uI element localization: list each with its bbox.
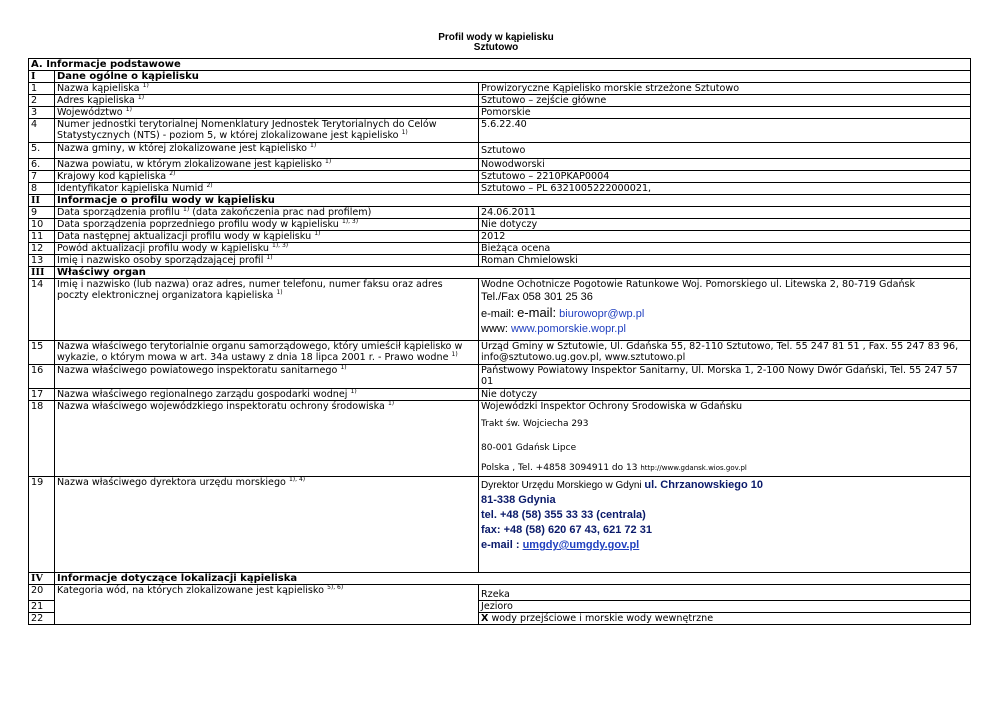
- row-value: Roman Chmielowski: [479, 255, 971, 267]
- row-label: Nazwa właściwego terytorialnie organu samorządowego, który umieścił kąpielisko w wykazie, o którym mowa w art. 34a ustawy z dnia 18 lipca 2001 r. - Prawo wodne $^{1)}$: [55, 341, 479, 365]
- row-number: 18: [29, 401, 55, 477]
- table-row: [29, 341, 971, 365]
- organizer-www: www: www.pomorskie.wopr.pl: [481, 323, 626, 335]
- um-phone: tel. +48 (58) 355 33 33 (centrala): [481, 509, 646, 521]
- row-number: 7: [29, 171, 55, 183]
- table-row: [29, 401, 971, 477]
- section-label: Właściwy organ: [55, 267, 971, 279]
- table-row: [29, 83, 971, 95]
- organizer-email: e-mail: e-mail: biurowopr@wp.pl: [481, 305, 645, 320]
- row-label: Data sporządzenia poprzedniego profilu wody w kąpielisku $^{1), 3)}$: [55, 219, 479, 231]
- um-email: e-mail : umgdy@umgdy.gov.pl: [481, 539, 640, 551]
- row-number: 17: [29, 389, 55, 401]
- row-label: Powód aktualizacji profilu wody w kąpielisku $^{1), 3)}$: [55, 243, 479, 255]
- row-number: 6.: [29, 159, 55, 171]
- row-label: Nazwa właściwego dyrektora urzędu morskiego $^{1), 4)}$: [55, 477, 479, 573]
- row-value: Sztutowo – zejście główne: [479, 95, 971, 107]
- um-name: Dyrektor Urzędu Morskiego w Gdyni ul. Chrzanowskiego 10: [481, 479, 763, 491]
- row-value: 5.6.22.40: [479, 119, 971, 143]
- row-number: 22: [29, 613, 55, 625]
- row-label: Data następnej aktualizacji profilu wody w kąpielisku $^{1)}$: [55, 231, 479, 243]
- row-label: Data sporządzenia profilu $^{1)}$ (data zakończenia prac nad profilem): [55, 207, 479, 219]
- row-value: Urząd Gminy w Sztutowie, Ul. Gdańska 55, 82-110 Sztutowo, Tel. 55 247 81 51 , Fax. 55 247 83 96, info@sztutowo.ug.gov.pl, www.sztutowo.pl: [479, 341, 971, 365]
- document-subtitle: Sztutowo: [473, 42, 519, 53]
- section-row: [29, 195, 971, 207]
- organizer-www-link[interactable]: www.pomorskie.wopr.pl: [510, 323, 626, 335]
- table-row: [29, 207, 971, 219]
- row-value: Nie dotyczy: [479, 389, 971, 401]
- row-value: Jezioro: [479, 601, 971, 613]
- row-number: 15: [29, 341, 55, 365]
- section-row: [29, 71, 971, 83]
- row-number: 8: [29, 183, 55, 195]
- um-fax: fax: +48 (58) 620 67 43, 621 72 31: [481, 524, 652, 536]
- row-value: Sztutowo – PL 6321005222000021,: [479, 183, 971, 195]
- row-number: 14: [29, 279, 55, 341]
- row-value: Sztutowo – 2210PKAP0004: [479, 171, 971, 183]
- row-value: Nowodworski: [479, 159, 971, 171]
- row-number: 13: [29, 255, 55, 267]
- row-label: Nazwa gminy, w której zlokalizowane jest kąpielisko $^{1)}$: [55, 143, 479, 159]
- row-label: Numer jednostki terytorialnej Nomenklatury Jednostek Terytorialnych do Celów Statystycznych (NTS) - poziom 5, w której zlokalizowane jest kąpielisko $^{1)}$: [55, 119, 479, 143]
- row-number: 21: [29, 601, 55, 613]
- wios-name: Wojewódzki Inspektor Ochrony Środowiska w Gdańsku: [481, 401, 743, 412]
- selected-mark: X: [481, 613, 489, 624]
- bathing-profile-table: [28, 58, 971, 625]
- row-number: 12: [29, 243, 55, 255]
- table-row: [29, 171, 971, 183]
- row-number: 11: [29, 231, 55, 243]
- table-row: [29, 243, 971, 255]
- row-label: Imię i nazwisko (lub nazwa) oraz adres, numer telefonu, numer faksu oraz adres poczty elektronicznej organizatora kąpieliska $^{1)}$: [55, 279, 479, 341]
- row-number: 9: [29, 207, 55, 219]
- row-number: 20: [29, 585, 55, 601]
- row-value: Nie dotyczy: [479, 219, 971, 231]
- row-value: [479, 477, 971, 573]
- row-label: Imię i nazwisko osoby sporządzającej profil $^{1)}$: [55, 255, 479, 267]
- wios-street: Trakt św. Wojciecha 293: [481, 419, 589, 429]
- table-row: [29, 219, 971, 231]
- section-label: Informacje dotyczące lokalizacji kąpieliska: [55, 573, 971, 585]
- section-label: Informacje o profilu wody w kąpielisku: [55, 195, 971, 207]
- section-row: [29, 573, 971, 585]
- row-value: 24.06.2011: [479, 207, 971, 219]
- table-row: [29, 159, 971, 171]
- row-number: 10: [29, 219, 55, 231]
- row-number: 3: [29, 107, 55, 119]
- table-row: [29, 279, 971, 341]
- row-value: X wody przejściowe i morskie wody wewnętrzne: [479, 613, 971, 625]
- row-value: Prowizoryczne Kąpielisko morskie strzeżone Sztutowo: [479, 83, 971, 95]
- wios-link[interactable]: http://www.gdansk.wios.gov.pl: [640, 464, 747, 472]
- table-row: [29, 95, 971, 107]
- section-number: III: [29, 267, 55, 279]
- row-value: Pomorskie: [479, 107, 971, 119]
- um-city: 81-338 Gdynia: [481, 494, 556, 506]
- row-value: [479, 401, 971, 477]
- table-row: [29, 389, 971, 401]
- table-row: [29, 585, 971, 601]
- table-row: [29, 119, 971, 143]
- row-label: Nazwa właściwego regionalnego zarządu gospodarki wodnej $^{1)}$: [55, 389, 479, 401]
- section-label: Dane ogólne o kąpielisku: [55, 71, 971, 83]
- table-row: [29, 143, 971, 159]
- row-value: Rzeka: [479, 585, 971, 601]
- document-title: Profil wody w kąpielisku: [438, 32, 554, 43]
- row-label: Krajowy kod kąpieliska $^{2)}$: [55, 171, 479, 183]
- wios-contact: Polska , Tel. +4858 3094911 do 13 http://www.gdansk.wios.gov.pl: [481, 463, 747, 473]
- row-number: 2: [29, 95, 55, 107]
- row-label: Nazwa właściwego wojewódzkiego inspektoratu ochrony środowiska $^{1)}$: [55, 401, 479, 477]
- row-number: 5.: [29, 143, 55, 159]
- row-value: Bieżąca ocena: [479, 243, 971, 255]
- table-row: [29, 231, 971, 243]
- row-number: 1: [29, 83, 55, 95]
- section-row: [29, 267, 971, 279]
- organizer-name: Wodne Ochotnicze Pogotowie Ratunkowe Woj. Pomorskiego ul. Litewska 2, 80-719 Gdańsk: [481, 279, 916, 290]
- row-number: 19: [29, 477, 55, 573]
- row-label: Nazwa kąpieliska $^{1)}$: [55, 83, 479, 95]
- row-label: Kategoria wód, na których zlokalizowane jest kąpielisko $^{5), 6)}$: [55, 585, 479, 625]
- wios-city: 80-001 Gdańsk Lipce: [481, 443, 577, 453]
- row-number: 16: [29, 365, 55, 389]
- table-row: [29, 183, 971, 195]
- um-email-link[interactable]: umgdy@umgdy.gov.pl: [522, 539, 640, 551]
- row-label: Nazwa powiatu, w którym zlokalizowane jest kąpielisko $^{1)}$: [55, 159, 479, 171]
- row-label: Województwo $^{1)}$: [55, 107, 479, 119]
- row-label: Identyfikator kąpieliska Numid $^{2)}$: [55, 183, 479, 195]
- row-label: Nazwa właściwego powiatowego inspektoratu sanitarnego $^{1)}$: [55, 365, 479, 389]
- row-value: [479, 279, 971, 341]
- section-number: II: [29, 195, 55, 207]
- row-number: 4: [29, 119, 55, 143]
- row-value: Państwowy Powiatowy Inspektor Sanitarny, Ul. Morska 1, 2-100 Nowy Dwór Gdański, Tel. 55 247 57 01: [479, 365, 971, 389]
- table-row: [29, 477, 971, 573]
- section-a-header: A. Informacje podstawowe: [29, 59, 971, 71]
- organizer-phone: Tel./Fax 058 301 25 36: [481, 291, 593, 303]
- row-value: Sztutowo: [479, 143, 971, 159]
- table-row: [29, 107, 971, 119]
- table-row: [29, 365, 971, 389]
- row-label: Adres kąpieliska $^{1)}$: [55, 95, 479, 107]
- row-value: 2012: [479, 231, 971, 243]
- section-number: IV: [29, 573, 55, 585]
- table-row: [29, 255, 971, 267]
- section-number: I: [29, 71, 55, 83]
